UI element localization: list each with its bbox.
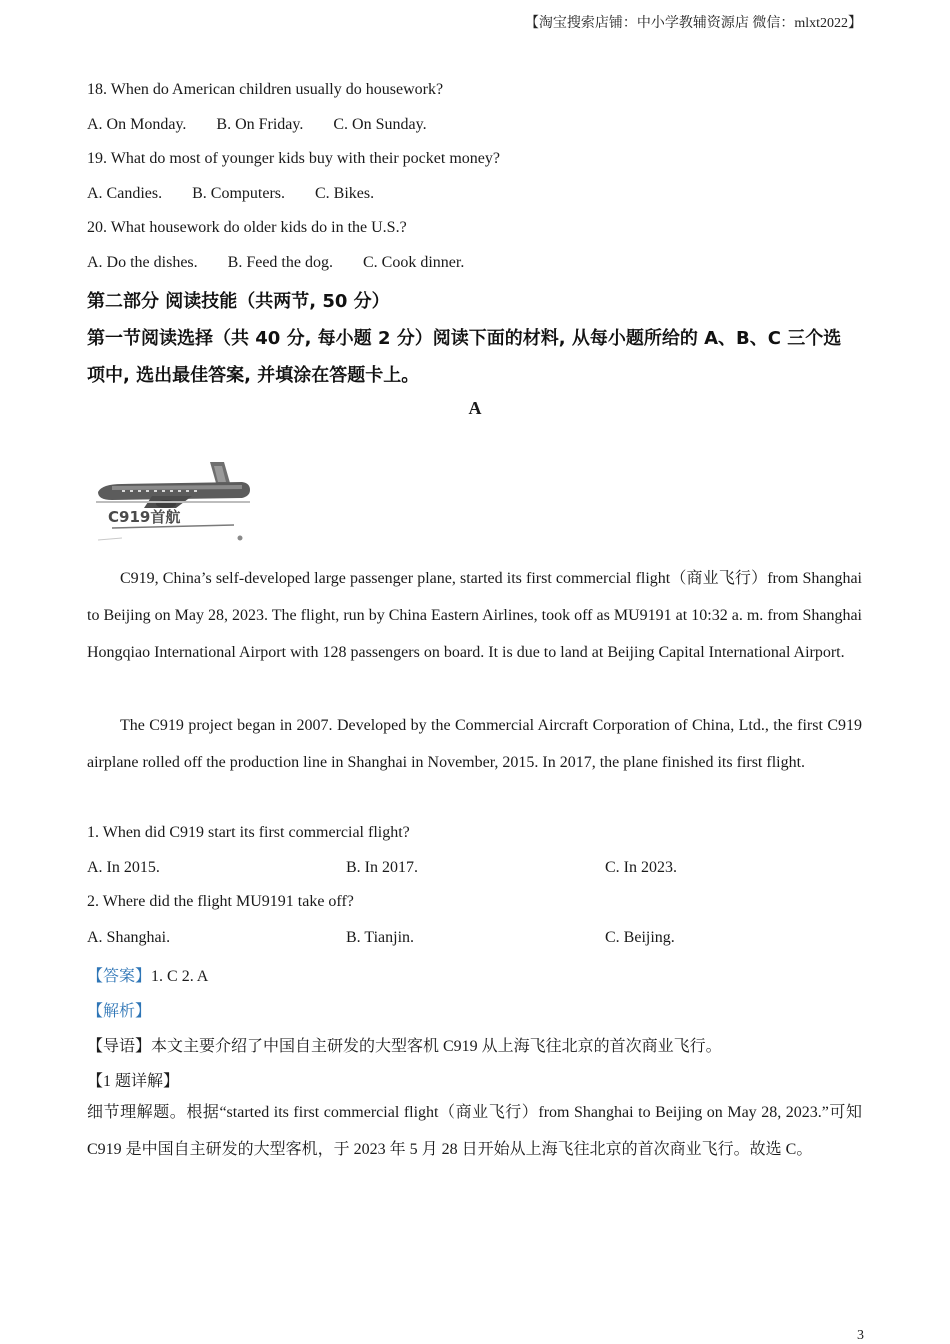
question-20: 20. What housework do older kids do in the U.S.?: [87, 219, 407, 236]
option-b: B. In 2017.: [346, 859, 418, 876]
detail-explanation: 细节理解题。根据“started its first commercial flight（商业飞行）from Shanghai to Beijing on May 28, 2023.”可知 C919 是中国自主研发的大型客机，于 2023 年 5 月 28 日开始从上海飞往北京的首次商业飞行。故选 C。: [87, 1104, 862, 1158]
page-number: 3: [857, 1328, 864, 1343]
question-19: 19. What do most of younger kids buy with their pocket money?: [87, 150, 500, 167]
airplane-photo-icon: [92, 452, 254, 547]
question-19-options: [87, 185, 404, 203]
question-18-options: [87, 116, 457, 134]
instructions-line-2: 项中, 选出最佳答案, 并填涂在答题卡上。: [87, 365, 420, 386]
question-20-options: [87, 254, 494, 272]
passage-letter: A: [468, 398, 482, 418]
option-b: B. Computers.: [192, 185, 285, 202]
option-c: C. Beijing.: [605, 929, 675, 946]
option-c: C. In 2023.: [605, 859, 677, 876]
answer-line: [87, 963, 208, 986]
image-caption: C919首航: [108, 508, 181, 526]
detail-label: 【1 题详解】: [87, 1073, 180, 1090]
option-a: A. Do the dishes.: [87, 254, 198, 271]
option-a: A. On Monday.: [87, 116, 187, 133]
page-header: 【淘宝搜索店铺：中小学教辅资源店 微信：mlxt2022】: [524, 16, 862, 31]
option-a: A. In 2015.: [87, 859, 160, 876]
option-b: B. Feed the dog.: [227, 254, 333, 271]
analysis-label: 【解析】: [87, 1003, 152, 1020]
instructions-line-1: 第一节阅读选择（共 40 分, 每小题 2 分）阅读下面的材料, 从每小题所给的 A、B、C 三个选: [87, 328, 842, 349]
option-c: C. On Sunday.: [333, 116, 427, 133]
part-title: 第二部分 阅读技能（共两节, 50 分）: [87, 291, 390, 312]
option-c: C. Cook dinner.: [362, 254, 465, 271]
question-18: 18. When do American children usually do housework?: [87, 81, 444, 98]
option-c: C. Bikes.: [315, 185, 375, 202]
option-b: B. Tianjin.: [346, 929, 415, 946]
question-1: 1. When did C919 start its first commercial flight?: [87, 824, 410, 841]
question-2: 2. Where did the flight MU9191 take off?: [87, 893, 354, 910]
option-a: A. Candies.: [87, 185, 163, 202]
passage-paragraph-1: C919, China’s self-developed large passenger plane, started its first commercial flight（商业飞行）from Shanghai to Beijing on May 28, 2023. The flight, run by China Eastern Airlines, took off as MU9191 at 10:32 a. m. from Shanghai Hongqiao International Airport with 128 passengers on board. It is due to land at Beijing Capital International Airport.: [87, 570, 862, 661]
analysis-guide: 【导语】本文主要介绍了中国自主研发的大型客机 C919 从上海飞往北京的首次商业飞行。: [87, 1038, 722, 1055]
answer-label: 【答案】: [87, 968, 152, 985]
option-a: A. Shanghai.: [87, 929, 171, 946]
passage-paragraph-2: The C919 project began in 2007. Developed by the Commercial Aircraft Corporation of China, Ltd., the first C919 airplane rolled off the production line in Shanghai in November, 2015. In 2017, the plane finished its first flight.: [87, 717, 862, 771]
answer-text: 1. C 2. A: [151, 968, 209, 985]
option-b: B. On Friday.: [216, 116, 304, 133]
